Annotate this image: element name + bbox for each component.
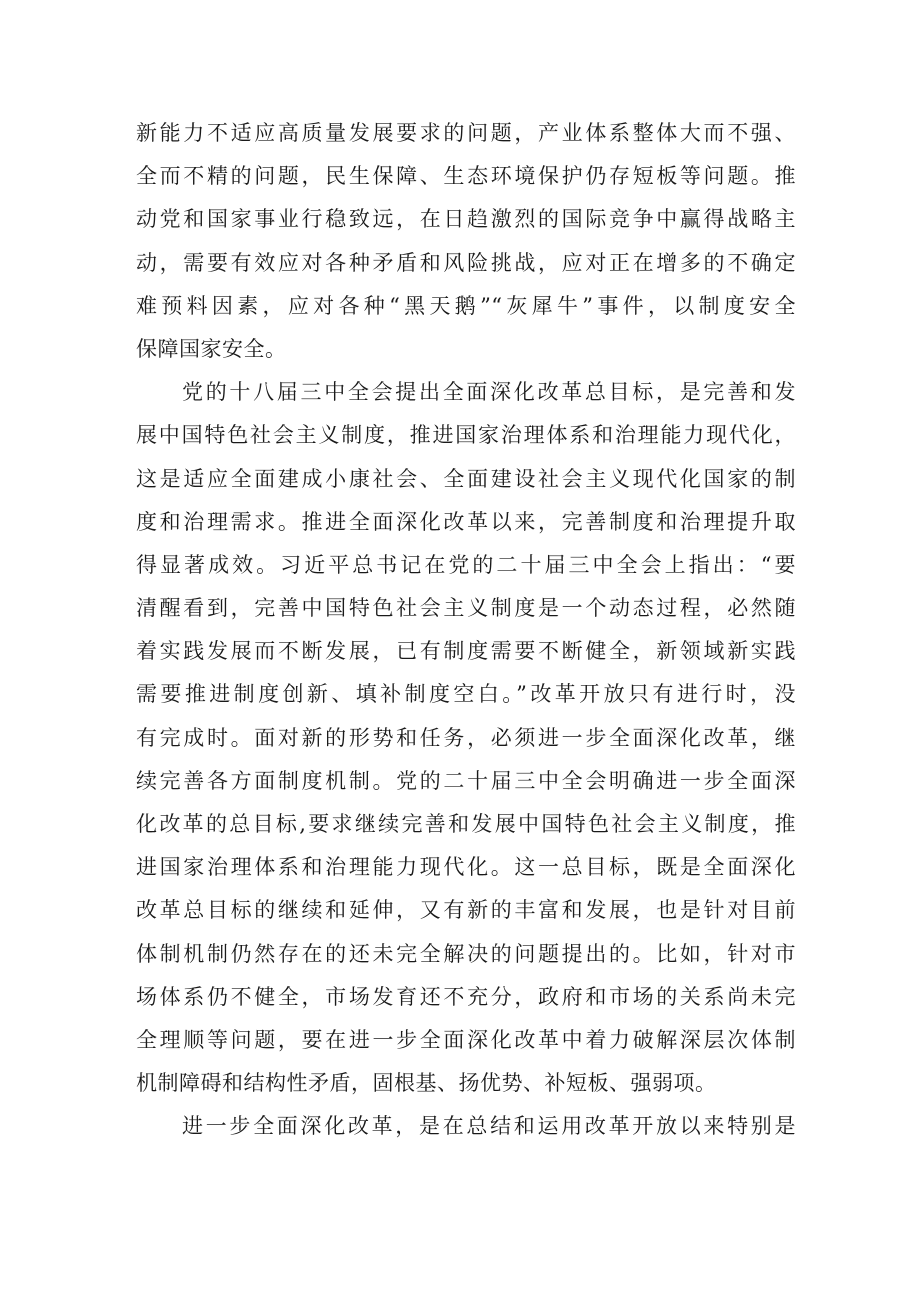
text-line: 清醒看到，完善中国特色社会主义制度是一个动态过程，必然随 — [136, 596, 796, 621]
text-line: 得显著成效。习近平总书记在党的二十届三中全会上指出：“要 — [136, 552, 796, 577]
text-line: 度和治理需求。推进全面深化改革以来，完善制度和治理提升取 — [136, 509, 796, 534]
text-line: 全理顺等问题，要在进一步全面深化改革中着力破解深层次体制 — [136, 1027, 796, 1052]
paragraph — [136, 112, 796, 371]
text-line: 机制障碍和结构性矛盾，固根基、扬优势、补短板、强弱项。 — [136, 1071, 717, 1096]
text-line: 着实践发展而不断发展，已有制度需要不断健全，新领域新实践 — [136, 639, 796, 664]
document-body — [136, 112, 796, 1149]
paragraph — [136, 1105, 796, 1148]
text-line: 改革总目标的继续和延伸，又有新的丰富和发展，也是针对目前 — [136, 898, 796, 923]
text-line: 难预料因素，应对各种“黑天鹅”“灰犀牛”事件，以制度安全 — [136, 293, 796, 318]
text-line: 全而不精的问题，民生保障、生态环境保护仍存短板等问题。推 — [136, 164, 796, 189]
text-line: 进国家治理体系和治理能力现代化。这一总目标，既是全面深化 — [136, 855, 796, 880]
text-line: 有完成时。面对新的形势和任务，必须进一步全面深化改革，继 — [136, 725, 796, 750]
text-line: 体制机制仍然存在的还未完全解决的问题提出的。比如，针对市 — [136, 941, 796, 966]
text-line: 进一步全面深化改革，是在总结和运用改革开放以来特别是 — [182, 1114, 796, 1139]
text-line: 新能力不适应高质量发展要求的问题，产业体系整体大而不强、 — [136, 121, 796, 145]
text-line: 动党和国家事业行稳致远，在日趋激烈的国际竞争中赢得战略主 — [136, 207, 796, 232]
text-line: 动，需要有效应对各种矛盾和风险挑战，应对正在增多的不确定 — [136, 250, 796, 275]
text-line: 这是适应全面建成小康社会、全面建设社会主义现代化国家的制 — [136, 466, 796, 491]
text-line: 续完善各方面制度机制。党的二十届三中全会明确进一步全面深 — [136, 768, 796, 793]
text-line: 需要推进制度创新、填补制度空白。”改革开放只有进行时，没 — [136, 682, 796, 707]
paragraph — [136, 371, 796, 1105]
text-line: 保障国家安全。 — [136, 336, 287, 361]
text-line: 化改革的总目标,要求继续完善和发展中国特色社会主义制度，推 — [136, 812, 796, 836]
text-line: 展中国特色社会主义制度，推进国家治理体系和治理能力现代化， — [136, 423, 796, 448]
text-line: 党的十八届三中全会提出全面深化改革总目标，是完善和发 — [182, 380, 796, 405]
text-line: 场体系仍不健全，市场发育还不充分，政府和市场的关系尚未完 — [136, 984, 796, 1009]
